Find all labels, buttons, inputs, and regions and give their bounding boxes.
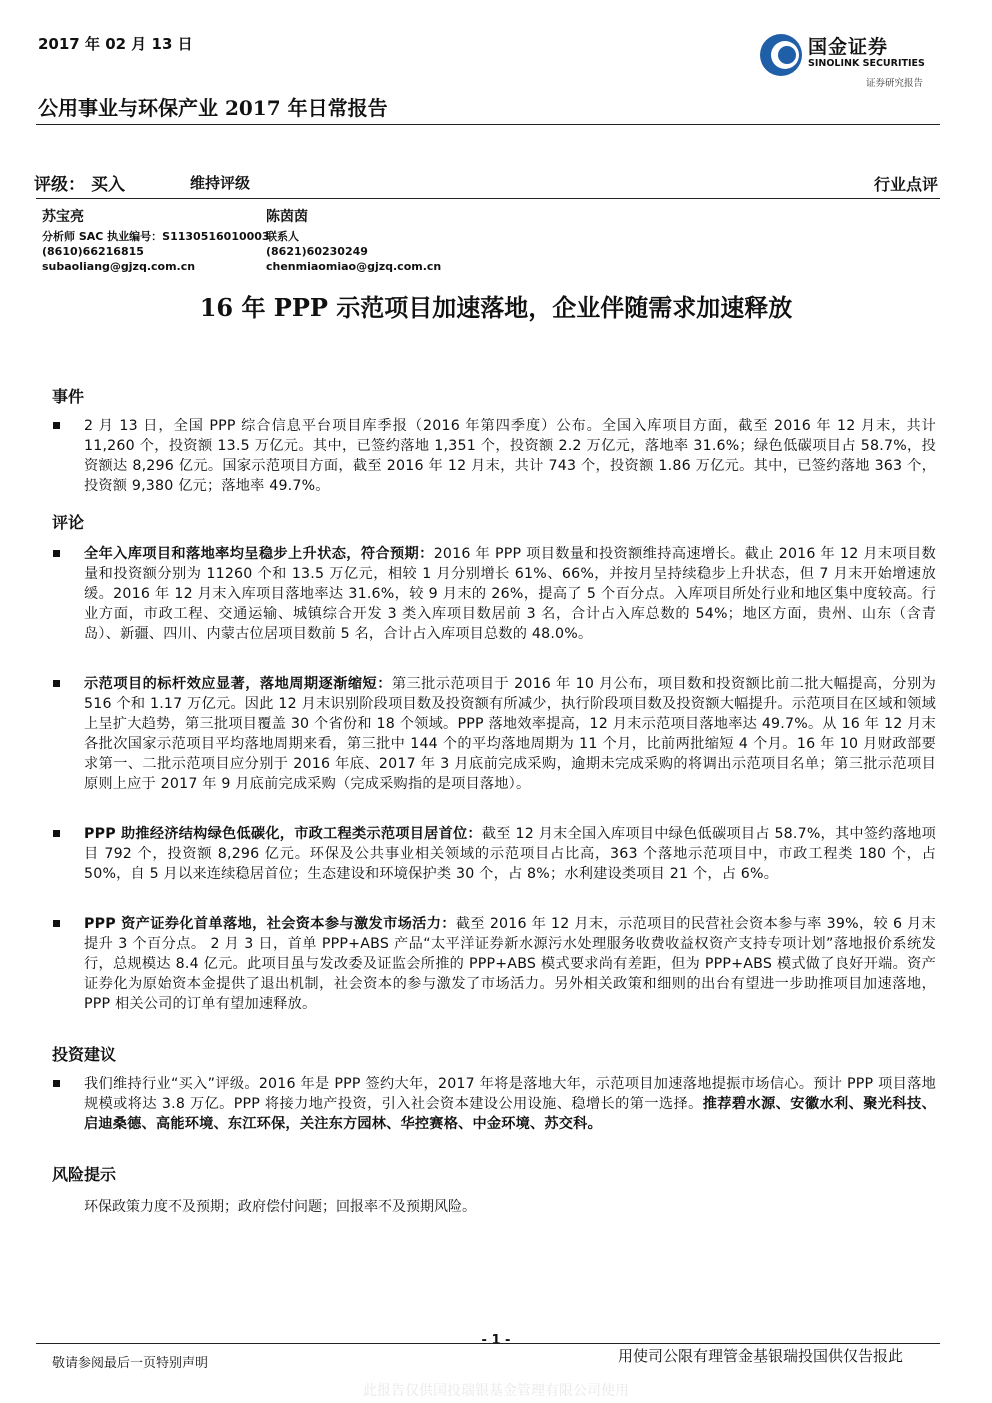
- logo-name: 国金证券: [808, 36, 889, 58]
- contact-role: 联系人: [266, 230, 299, 243]
- contact-email[interactable]: chenmiaomiao@gjzq.com.cn: [266, 260, 442, 273]
- comment-paragraph-4: [84, 914, 936, 1014]
- footer-right-text: 用使司公限有理管金基银瑞投国供仅告报此: [618, 1347, 904, 1365]
- comment-paragraph-2: [84, 674, 936, 794]
- footer-disclaimer: 敬请参阅最后一页特别声明: [52, 1356, 209, 1371]
- comment-1-text: 2016 年 PPP 项目数量和投资额维持高速增长。截止 2016 年 12 月末项目数量和投资额分别为 11260 个和 13.5 万亿元，相较 1 月分别增长 61%、66%，并按月呈持续稳步上升状态，但 7 月末开始增速放缓。2016 年 12 月末入库项目落地率达 31.6%，较 9 月末的 26%，提高了 5 个百分点。入库项目所处行业和地区集中度较高。行业方面，市政工程、交通运输、城镇综合开发 3 类入库项目数居前 3 名，合计占入库总数的 54%；地区方面，贵州、山东（含青岛）、新疆、四川、内蒙古位居项目数前 5 名，合计占入库项目总数的 48.0%。: [84, 546, 936, 642]
- sinolink-logo-icon: [756, 30, 806, 80]
- header-divider: [36, 124, 940, 125]
- rating-divider: [36, 198, 940, 199]
- risk-text: 环保政策力度不及预期；政府偿付问题；回报率不及预期风险。: [84, 1199, 476, 1215]
- bullet-icon: [53, 1080, 60, 1087]
- report-series-title: 公用事业与环保产业 2017 年日常报告: [38, 96, 388, 120]
- page-number: - 1 -: [481, 1333, 511, 1348]
- rating-label: 评级：: [34, 175, 85, 195]
- contact-name: 陈茵茵: [266, 209, 308, 225]
- comment-paragraph-3: [84, 824, 936, 884]
- section-comment-heading: 评论: [52, 513, 85, 532]
- bullet-icon: [53, 422, 60, 429]
- advice-recommendations: 推荐碧水源、安徽水利、聚光科技、启迪桑德、高能环境、东江环保，关注东方园林、华控赛格、中金环境、苏交科。: [84, 1096, 937, 1132]
- section-advice-heading: 投资建议: [52, 1045, 117, 1064]
- advice-text: 我们维持行业“买入”评级。2016 年是 PPP 签约大年，2017 年将是落地大年，示范项目加速落地提振市场信心。预计 PPP 项目落地规模或将达 3.8 万亿。PPP 将接力地产投资，引入社会资本建设公用设施、稳增长的第一选择。: [84, 1076, 936, 1112]
- rating-maintain: 维持评级: [190, 174, 251, 192]
- bullet-icon: [53, 680, 60, 687]
- rating-value: 买入: [91, 175, 125, 195]
- bullet-icon: [53, 550, 60, 557]
- comment-paragraph-1: [84, 544, 936, 644]
- section-event-heading: 事件: [52, 387, 85, 406]
- logo-english-name: SINOLINK SECURITIES: [808, 58, 925, 69]
- event-paragraph: 2 月 13 日，全国 PPP 综合信息平台项目库季报（2016 年第四季度）公布。全国入库项目方面，截至 2016 年 12 月末，共计 11,260 个，投资额 13.5 万亿元。其中，已签约落地 1,351 个，投资额 2.2 万亿元，落地率 31.6%；绿色低碳项目占 58.7%，投资额达 8,296 亿元。国家示范项目方面，截至 2016 年 12 月末，共计 743 个，投资额 1.86 万亿元。其中，已签约落地 363 个，投资额 9,380 亿元；落地率 49.7%。: [84, 418, 936, 494]
- comment-2-text: 第三批示范项目于 2016 年 10 月公布，项目数和投资额比前二批大幅提高，分别为 516 个和 1.17 万亿元。因此 12 月末识别阶段项目数及投资额有所减少，执行阶段项目数及投资额大幅提升。示范项目在区域和领域上呈扩大趋势，第三批项目覆盖 30 个省份和 18 个领域。PPP 落地效率提高，12 月末示范项目落地率达 49.7%。从 16 年 12 月末各批次国家示范项目平均落地周期来看，第三批中 144 个的平均落地周期为 11 个月，比前两批缩短 4 个月。16 年 10 月财政部要求第一、二批示范项目应分别于 2016 年底、2017 年 3 月底前完成采购，逾期未完成采购的将调出示范项目名单；第三批示范项目原则上应于 2017 年 9 月底前完成采购（完成采购指的是项目落地）。: [84, 676, 936, 792]
- comment-3-lead: PPP 助推经济结构绿色低碳化，市政工程类示范项目居首位：: [84, 826, 482, 842]
- rating: [34, 170, 131, 195]
- comment-4-lead: PPP 资产证券化首单落地，社会资本参与激发市场活力：: [84, 916, 456, 932]
- contact-phone: (8621)60230249: [266, 245, 368, 258]
- comment-3-text: 截至 12 月末全国入库项目中绿色低碳项目占 58.7%，其中签约落地项目 792 个，投资额 8,296 亿元。环保及公共事业相关领域的示范项目占比高，363 个落地示范项目中，市政工程类 180 个，占 50%，自 5 月以来连续稳居首位；生态建设和环境保护类 30 个，占 8%；水利建设类项目 21 个，占 6%。: [84, 826, 936, 882]
- bullet-icon: [53, 830, 60, 837]
- report-category: 行业点评: [873, 175, 938, 194]
- section-risk-heading: 风险提示: [52, 1165, 117, 1184]
- analyst-name: 苏宝亮: [42, 209, 84, 225]
- report-date: 2017 年 02 月 13 日: [38, 35, 193, 53]
- comment-1-lead: 全年入库项目和落地率均呈稳步上升状态，符合预期：: [84, 546, 434, 562]
- logo-subtitle: 证券研究报告: [866, 78, 924, 89]
- comment-2-lead: 示范项目的标杆效应显著，落地周期逐渐缩短：: [84, 676, 392, 692]
- contact-card: [266, 210, 441, 274]
- analyst-card: [42, 210, 270, 274]
- advice-paragraph: [84, 1074, 936, 1134]
- bullet-icon: [53, 920, 60, 927]
- footer-divider: [36, 1343, 940, 1344]
- comment-4-text: 截至 2016 年 12 月末，示范项目的民营社会资本参与率 39%，较 6 月末提升 3 个百分点。 2 月 3 日，首单 PPP+ABS 产品“太平洋证券新水源污水处理服务收费收益权资产支持专项计划”落地报价系统发行，总规模达 8.4 亿元。此项目虽与发改委及证监会所推的 PPP+ABS 模式要求尚有差距，但为 PPP+ABS 模式做了良好开端。资产证券化为原始资本金提供了退出机制，社会资本的参与激发了市场活力。另外相关政策和细则的出台有望进一步助推项目加速落地，PPP 相关公司的订单有望加速释放。: [84, 916, 936, 1012]
- analyst-sac: 分析师 SAC 执业编号：S1130516010003: [42, 230, 270, 243]
- analyst-email[interactable]: subaoliang@gjzq.com.cn: [42, 260, 196, 273]
- main-title: 16 年 PPP 示范项目加速落地，企业伴随需求加速释放: [199, 293, 793, 322]
- analyst-phone: (8610)66216815: [42, 245, 144, 258]
- watermark: 此报告仅供国投瑞银基金管理有限公司使用: [363, 1383, 629, 1399]
